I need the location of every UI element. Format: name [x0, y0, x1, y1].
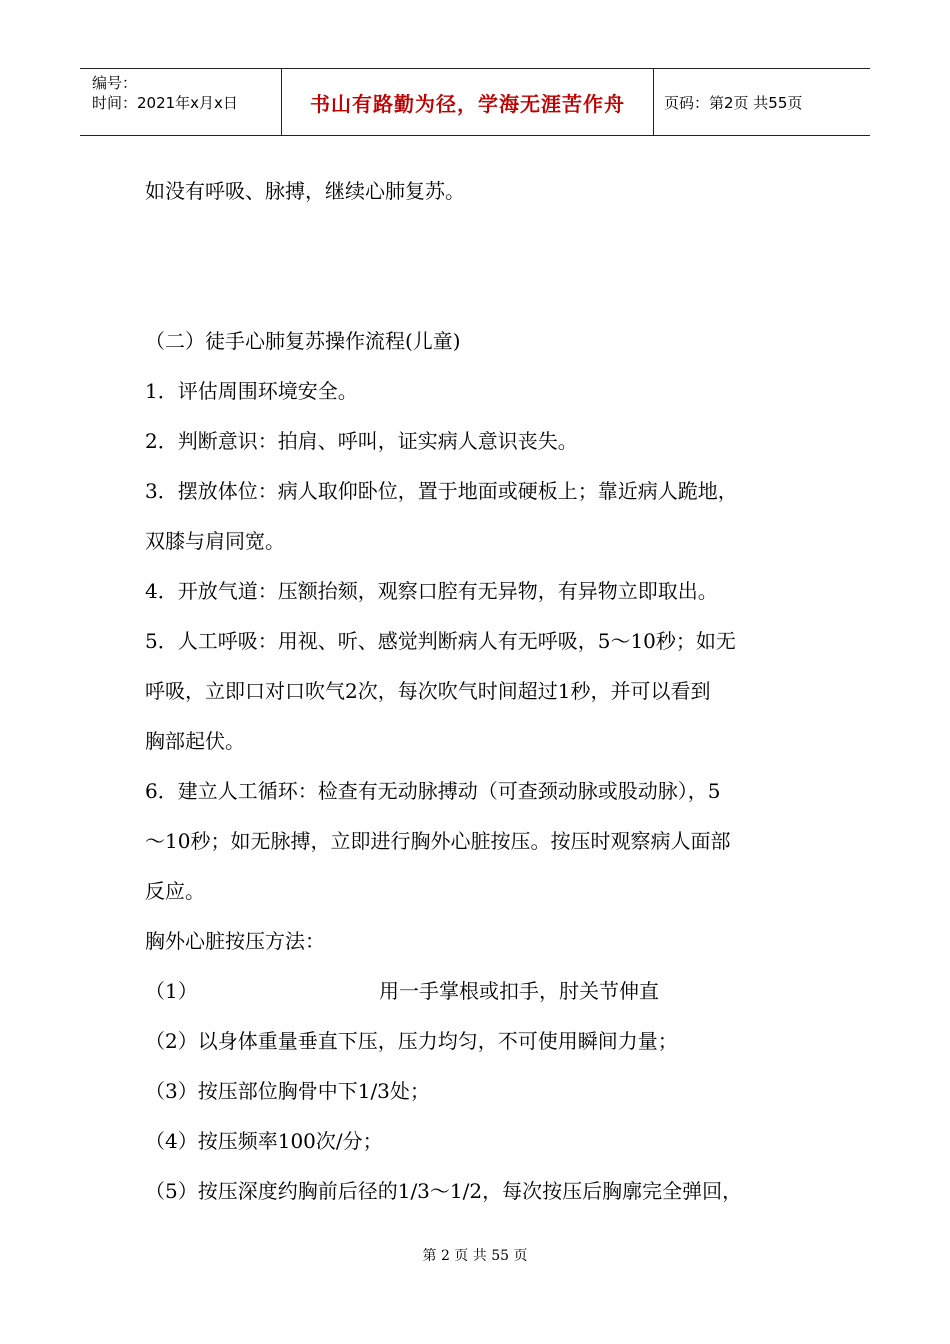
body-line: 胸部起伏。 — [145, 729, 245, 753]
intro-paragraph: 如没有呼吸、脉搏，继续心肺复苏。 — [145, 179, 465, 203]
header-page-number — [654, 69, 870, 135]
method-item: （2）以身体重量垂直下压，压力均匀，不可使用瞬间力量； — [145, 1029, 678, 1053]
page-header — [80, 68, 870, 136]
body-line: 呼吸，立即口对口吹气2次，每次吹气时间超过1秒，并可以看到 — [145, 679, 711, 703]
body-line: ～10秒；如无脉搏，立即进行胸外心脏按压。按压时观察病人面部 — [145, 829, 731, 853]
method-item-1 — [145, 966, 825, 1016]
body-line: 2．判断意识：拍肩、呼叫，证实病人意识丧失。 — [145, 429, 578, 453]
body-line: 胸外心脏按压方法： — [145, 929, 325, 953]
body-line: 1．评估周围环境安全。 — [145, 379, 358, 403]
section-title: （二）徒手心肺复苏操作流程(儿童) — [145, 329, 461, 353]
method-number: （1） — [145, 979, 198, 1003]
motto-text: 书山有路勤为径，学海无涯苦作舟 — [310, 91, 625, 116]
document-time-label: 时间：2021年x月x日 — [92, 94, 238, 112]
body-line: 5．人工呼吸：用视、听、感觉判断病人有无呼吸，5～10秒；如无 — [145, 629, 736, 653]
method-item: （5）按压深度约胸前后径的1/3～1/2，每次按压后胸廓完全弹回， — [145, 1179, 743, 1203]
document-number-label: 编号： — [92, 74, 138, 92]
method-item: （4）按压频率100次/分； — [145, 1129, 383, 1153]
method-item: （3）按压部位胸骨中下1/3处； — [145, 1079, 430, 1103]
page-number-label: 页码：第2页 共55页 — [664, 93, 803, 112]
body-line: 4．开放气道：压额抬颏，观察口腔有无异物，有异物立即取出。 — [145, 579, 718, 603]
document-body — [145, 166, 825, 1216]
blank-spacer — [145, 216, 825, 316]
body-line: 3．摆放体位：病人取仰卧位，置于地面或硬板上；靠近病人跪地， — [145, 479, 738, 503]
footer-page-text: 第 2 页 共 55 页 — [422, 1248, 528, 1264]
page-footer — [0, 1245, 950, 1265]
method-text: 用一手掌根或扣手，肘关节伸直 — [379, 979, 659, 1003]
body-line: 双膝与肩同宽。 — [145, 529, 285, 553]
body-line: 6．建立人工循环：检查有无动脉搏动（可查颈动脉或股动脉），5 — [145, 779, 721, 803]
header-motto — [282, 69, 654, 135]
body-line: 反应。 — [145, 879, 205, 903]
header-meta — [80, 69, 282, 135]
